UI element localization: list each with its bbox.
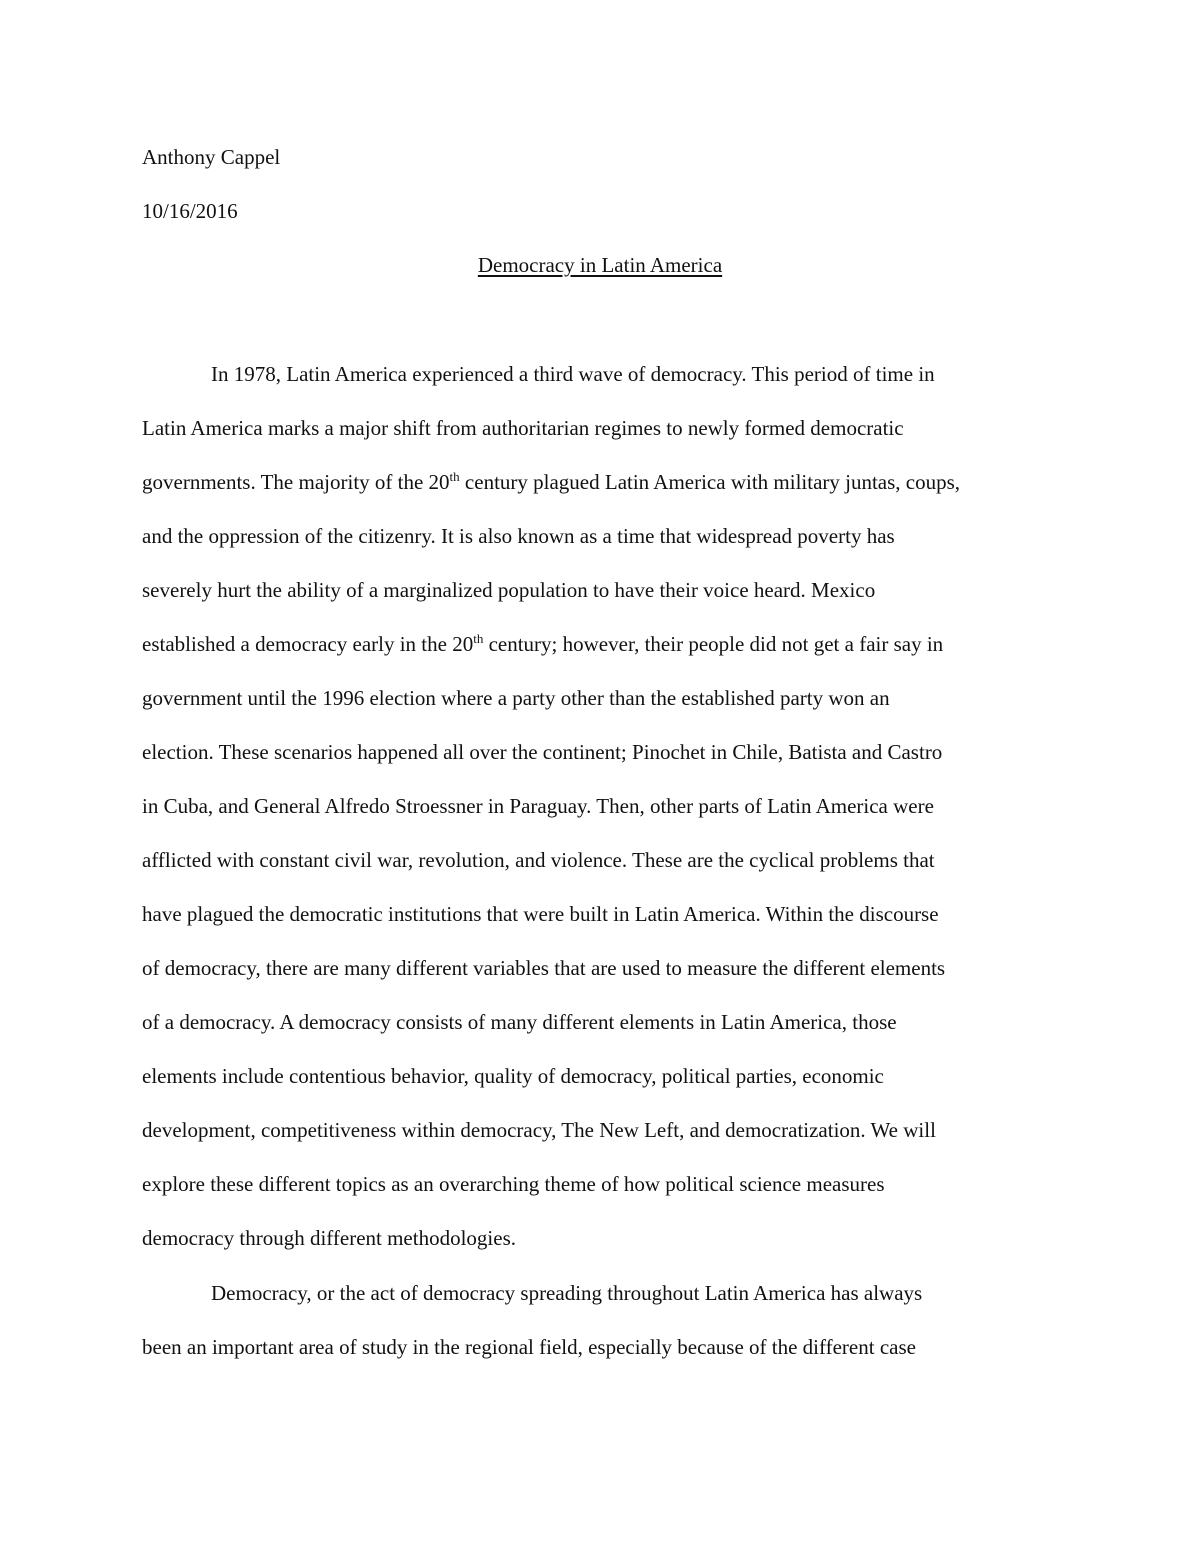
paragraph-1-line-12: of democracy, there are many different variables that are used to measure the different elements (142, 956, 946, 980)
paragraph-1-line-13: of a democracy. A democracy consists of many different elements in Latin America, those (142, 1010, 897, 1034)
document-date: 10/16/2016 (142, 199, 238, 223)
paragraph-1-line-5: severely hurt the ability of a marginalized population to have their voice heard. Mexico (142, 578, 876, 602)
paragraph-1-line-16: explore these different topics as an overarching theme of how political science measures (142, 1172, 885, 1196)
paragraph-2-line-1: Democracy, or the act of democracy spreading throughout Latin America has always (211, 1281, 923, 1305)
paragraph-1-line-7: government until the 1996 election where a party other than the established party won an (142, 686, 890, 710)
paragraph-1-line-6 (142, 630, 943, 658)
superscript: th (473, 631, 484, 646)
line-text-after: century plagued Latin America with military juntas, coups, (459, 470, 961, 494)
author-name: Anthony Cappel (142, 145, 281, 169)
line-text-before: governments. The majority of the 20 (142, 470, 450, 494)
line-text-after: century; however, their people did not get a fair say in (483, 632, 944, 656)
paragraph-1-line-10: afflicted with constant civil war, revolution, and violence. These are the cyclical problems that (142, 848, 935, 872)
paragraph-1-line-1: In 1978, Latin America experienced a third wave of democracy. This period of time in (211, 362, 935, 386)
document-title: Democracy in Latin America (477, 253, 723, 277)
paragraph-1-line-4: and the oppression of the citizenry. It is also known as a time that widespread poverty has (142, 524, 895, 548)
paragraph-2-line-2: been an important area of study in the regional field, especially because of the different case (142, 1335, 916, 1359)
paragraph-1-line-11: have plagued the democratic institutions that were built in Latin America. Within the discourse (142, 902, 939, 926)
superscript: th (449, 469, 460, 484)
paragraph-1-line-9: in Cuba, and General Alfredo Stroessner in Paraguay. Then, other parts of Latin America were (142, 794, 934, 818)
paragraph-1-line-17: democracy through different methodologies. (142, 1226, 517, 1250)
line-text-before: established a democracy early in the 20 (142, 632, 474, 656)
paragraph-1-line-3 (142, 468, 960, 496)
paragraph-1-line-15: development, competitiveness within democracy, The New Left, and democratization. We will (142, 1118, 936, 1142)
paragraph-1-line-8: election. These scenarios happened all over the continent; Pinochet in Chile, Batista and Castro (142, 740, 943, 764)
paragraph-1-line-14: elements include contentious behavior, quality of democracy, political parties, economic (142, 1064, 884, 1088)
paragraph-1-line-2: Latin America marks a major shift from authoritarian regimes to newly formed democratic (142, 416, 904, 440)
